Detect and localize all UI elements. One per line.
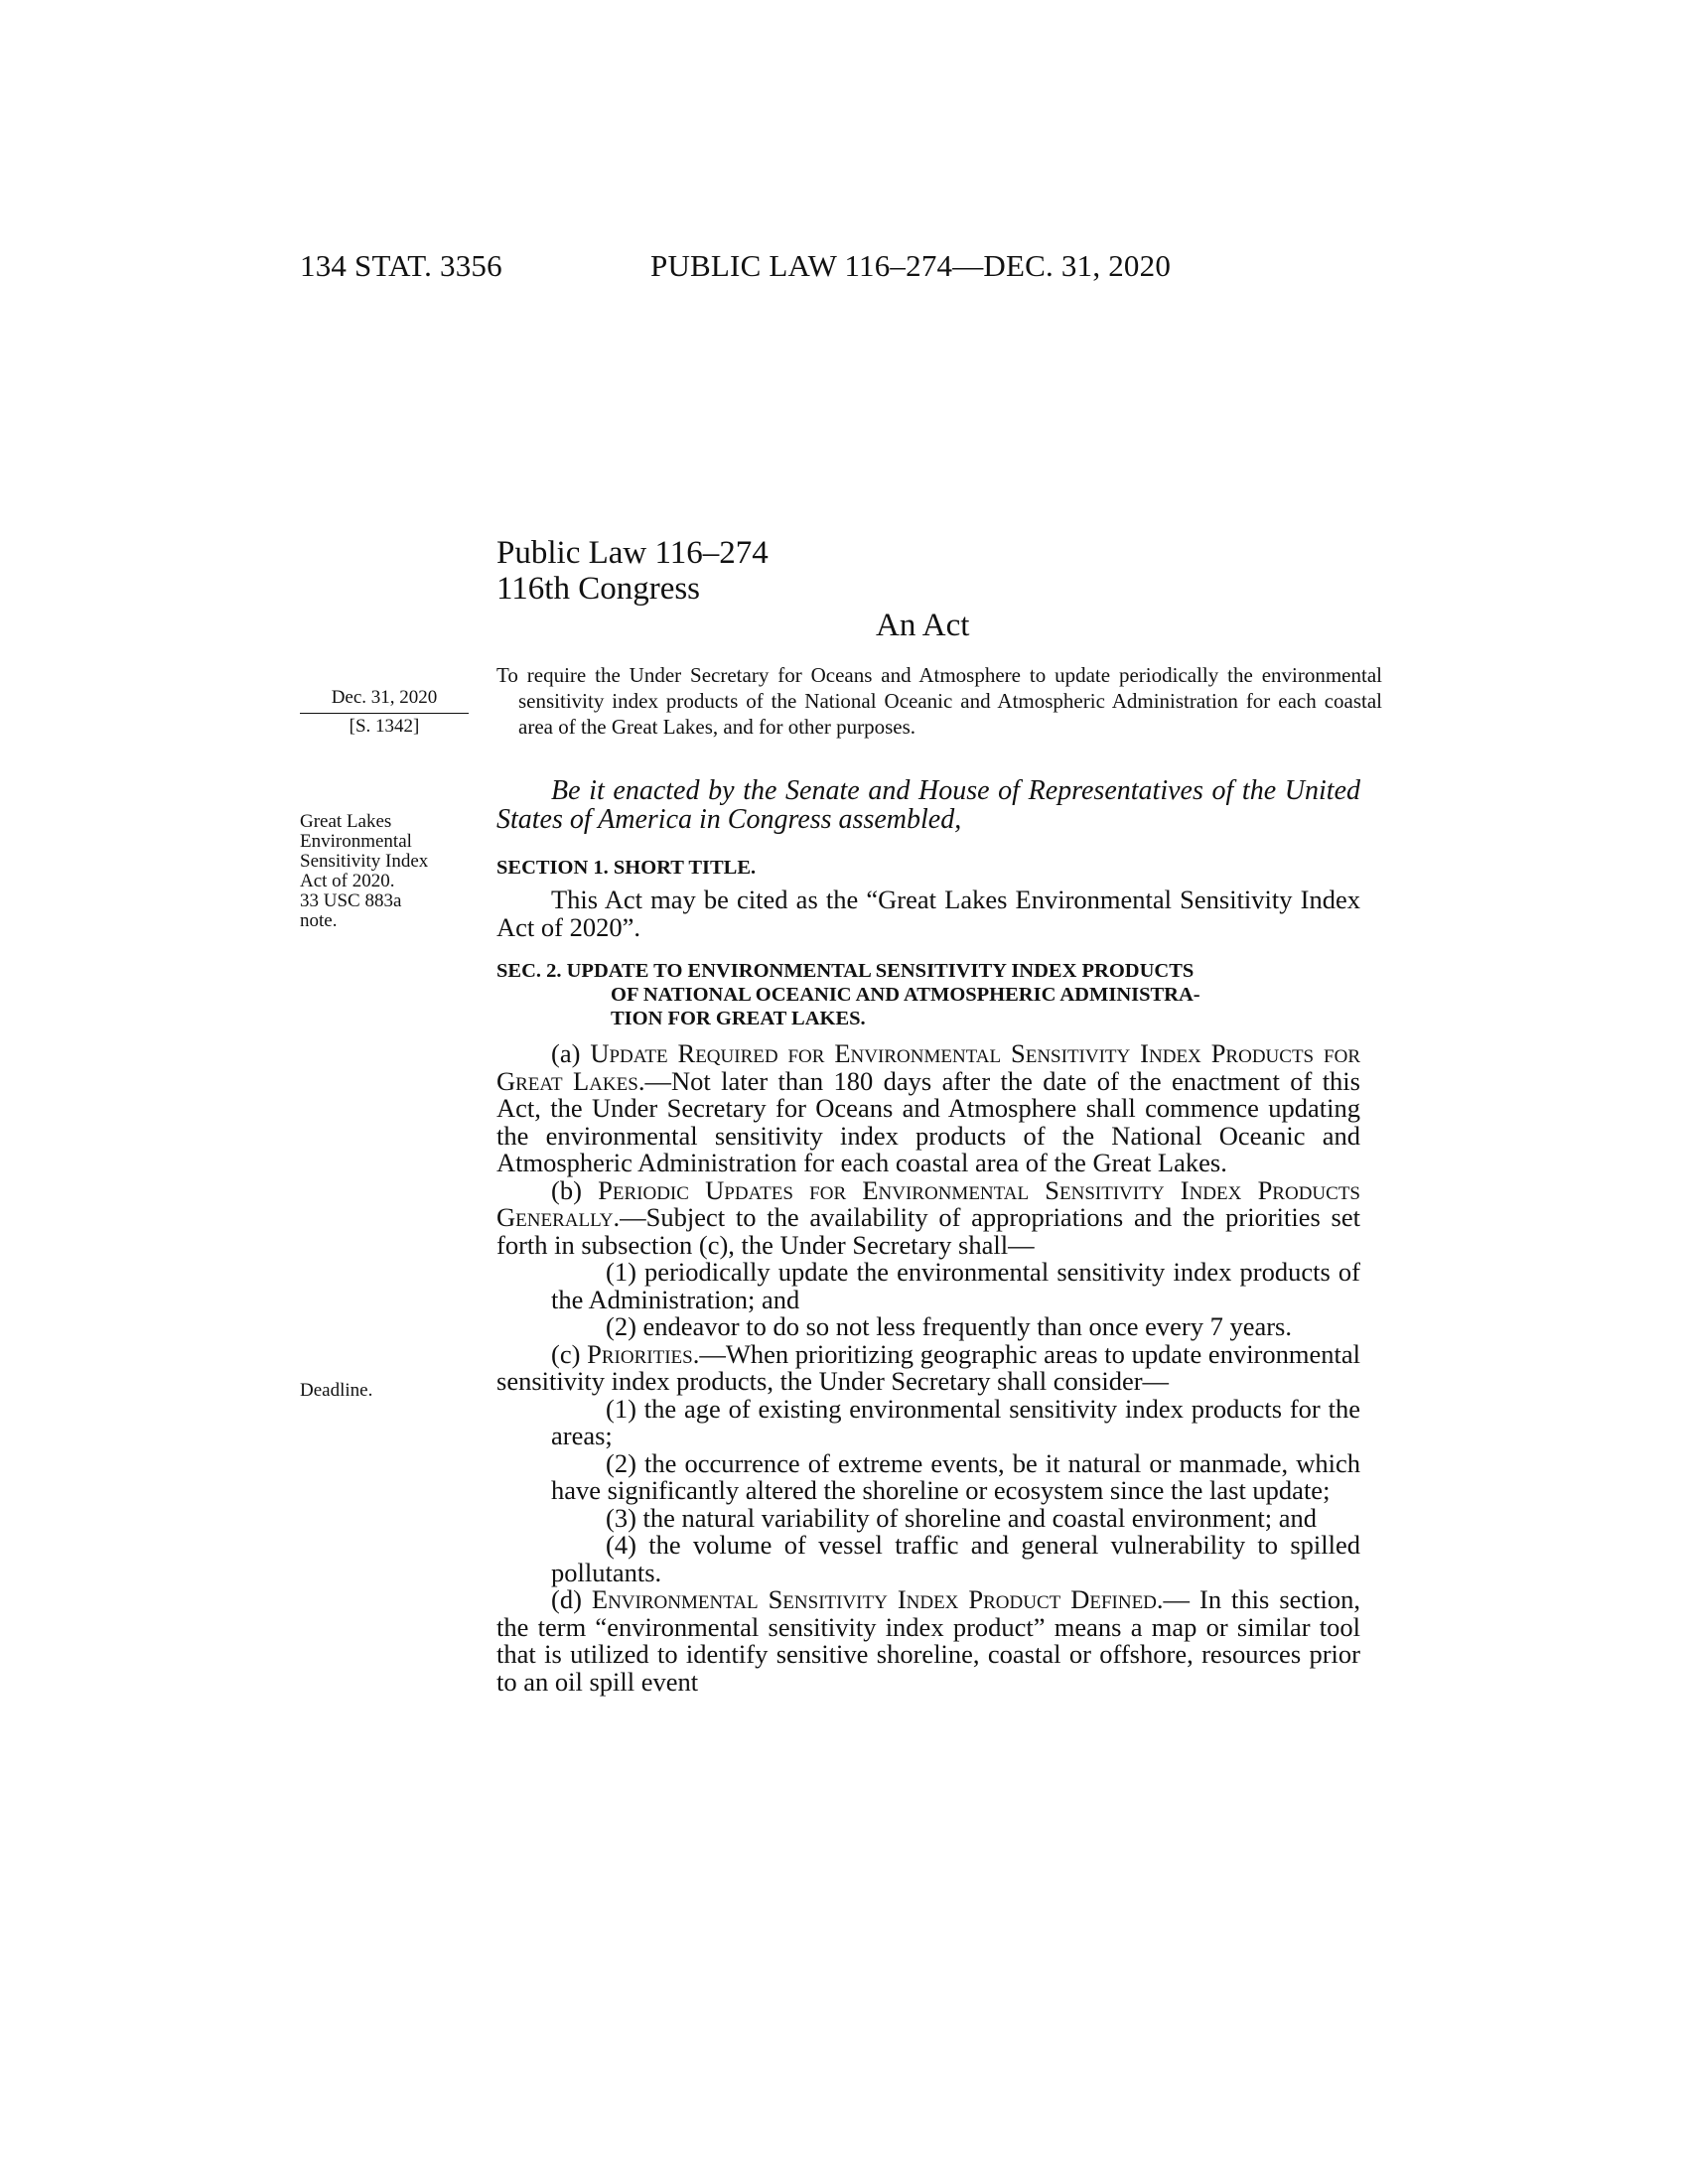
margin-note-line: Sensitivity Index: [300, 851, 429, 872]
paragraph-item: (2) the occurrence of extreme events, be it natural or manmade, which have significantly altered the shoreline or ecosystem since the last update;: [551, 1447, 1360, 1505]
subsection-a: [496, 1040, 1360, 1177]
section-2-body: [496, 1040, 1360, 1696]
section-2-heading-line: TION FOR GREAT LAKES.: [611, 1008, 866, 1029]
subsection-text: —When prioritizing geographic areas to update environmental sensitivity index products, the Under Secretary shall consider—: [496, 1338, 1360, 1396]
margin-note-line: Act of 2020.: [300, 871, 395, 891]
paragraph-item: (2) endeavor to do so not less frequently than once every 7 years.: [606, 1311, 1292, 1341]
subsection-text: — In this section, the term “environmental sensitivity index product” means a map or similar tool that is utilized to identify sensitive shoreline, coastal or offshore, resources prior to an oil spill event: [496, 1584, 1361, 1697]
subsection-text: —Subject to the availability of appropriations and the priorities set forth in subsection (c), the Under Secretary shall—: [496, 1202, 1360, 1260]
margin-date: Dec. 31, 2020: [300, 688, 469, 714]
an-act-heading: An Act: [876, 608, 970, 643]
margin-note-line: Great Lakes: [300, 811, 392, 832]
subsection-heading: Priorities.: [587, 1338, 700, 1369]
congress-label: 116th Congress: [496, 571, 701, 607]
subsection-number: (d): [551, 1584, 582, 1614]
enacting-clause: Be it enacted by the Senate and House of Representatives of the United States of America in Congress assembled,: [496, 775, 1360, 835]
subsection-b: [496, 1174, 1360, 1260]
subsection-text: —Not later than 180 days after the date of the enactment of this Act, the Under Secretary for Oceans and Atmosphere shall commence updating the environmental sensitivity index products of the National Oceanic and Atmospheric Administration for each coastal area of the Great Lakes.: [496, 1065, 1360, 1177]
purpose-statement: To require the Under Secretary for Oceans and Atmosphere to update periodically the environmental sensitivity index products of the National Oceanic and Atmospheric Administration for each coastal area of the Great Lakes, and for other purposes.: [496, 663, 1382, 739]
paragraph-item: (1) periodically update the environmental sensitivity index products of the Administration; and: [551, 1257, 1360, 1314]
section-2-heading-line: SEC. 2. UPDATE TO ENVIRONMENTAL SENSITIVITY INDEX PRODUCTS: [496, 960, 1195, 982]
subsection-number: (b): [551, 1174, 582, 1205]
margin-note-line: note.: [300, 910, 338, 931]
public-law-title: Public Law 116–274: [496, 535, 769, 571]
subsection-d: [496, 1586, 1360, 1696]
subsection-heading: Update Required for Environmental Sensitivity Index Products for Great Lakes.: [496, 1038, 1360, 1096]
section-1-heading: SECTION 1. SHORT TITLE.: [496, 857, 757, 879]
section-2-heading: [496, 959, 1360, 1030]
margin-deadline-note: Deadline.: [300, 1380, 373, 1401]
subsection-number: (c): [551, 1338, 581, 1369]
paragraph-item: (4) the volume of vessel traffic and general vulnerability to spilled pollutants.: [551, 1530, 1360, 1587]
section-2-heading-line: OF NATIONAL OCEANIC AND ATMOSPHERIC ADMINISTRA-: [611, 984, 1200, 1006]
section-1-text: This Act may be cited as the “Great Lakes Environmental Sensitivity Index Act of 2020”.: [496, 885, 1360, 942]
paragraph-item: (3) the natural variability of shoreline and coastal environment; and: [606, 1502, 1317, 1533]
margin-bill-number: [S. 1342]: [349, 716, 420, 737]
page-stat-number: 134 STAT. 3356: [300, 248, 502, 283]
margin-note-line: Environmental: [300, 831, 412, 852]
running-header: PUBLIC LAW 116–274—DEC. 31, 2020: [650, 248, 1172, 283]
paragraph-item: (1) the age of existing environmental sensitivity index products for the areas;: [551, 1393, 1360, 1450]
subsection-c: [496, 1338, 1360, 1396]
subsection-heading: Periodic Updates for Environmental Sensitivity Index Products Generally.: [496, 1174, 1360, 1232]
subsection-number: (a): [551, 1038, 581, 1068]
margin-note-line: 33 USC 883a: [300, 890, 402, 911]
subsection-heading: Environmental Sensitivity Index Product Defined.: [591, 1584, 1164, 1614]
margin-short-title-note: [300, 812, 469, 931]
